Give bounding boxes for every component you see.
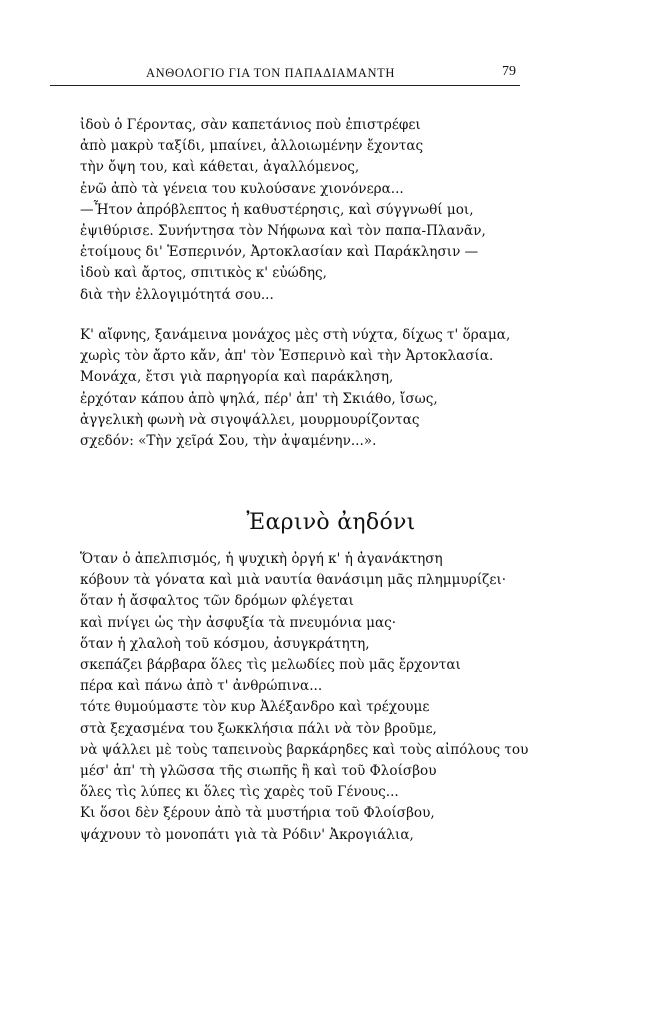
page-header bbox=[50, 64, 520, 84]
header-rule bbox=[50, 85, 520, 86]
poem-line: στὰ ξεχασμένα του ξωκκλήσια πάλι νὰ τὸν βροῦμε, bbox=[80, 720, 437, 737]
poem-stanza-1 bbox=[80, 115, 560, 306]
poem-line: ὅταν ἡ ἄσφαλτος τῶν δρόμων φλέγεται bbox=[80, 593, 354, 610]
poem-line: ἐψιθύρισε. Συνήντησα τὸν Νήφωνα καὶ τὸν παπα-Πλανᾶν, bbox=[80, 223, 486, 240]
page-number: 79 bbox=[502, 64, 516, 79]
running-title: ΑΝΘΟΛΟΓΙΟ ΓΙΑ ΤΟΝ ΠΑΠΑΔΙΑΜΑΝΤΗ bbox=[146, 66, 396, 80]
poem-line: σχεδόν: «Τὴν χεῖρά Σου, τὴν ἀψαμένην...». bbox=[80, 433, 377, 450]
poem-line: ὅταν ἡ χλαλοὴ τοῦ κόσμου, ἀσυγκράτητη, bbox=[80, 635, 370, 652]
poem-title: Ἐαρινὸ ἀηδόνι bbox=[246, 510, 416, 535]
poem-line: κόβουν τὰ γόνατα καὶ μιὰ ναυτία θανάσιμη μᾶς πλημμυρίζει· bbox=[80, 572, 507, 589]
poem-line: τὴν ὄψη του, καὶ κάθεται, ἀγαλλόμενος, bbox=[80, 159, 360, 176]
poem-line: καὶ πνίγει ὡς τὴν ἀσφυξία τὰ πνευμόνια μας· bbox=[80, 614, 397, 631]
poem-line: ὅλες τὶς λύπες κι ὅλες τὶς χαρὲς τοῦ Γένους... bbox=[80, 784, 399, 801]
poem-stanza-3 bbox=[80, 549, 560, 846]
poem-line: σκεπάζει βάρβαρα ὅλες τὶς μελωδίες ποὺ μᾶς ἔρχονται bbox=[80, 657, 461, 674]
poem-line: —Ἦτον ἀπρόβλεπτος ἡ καθυστέρησις, καὶ σύγγνωθί μοι, bbox=[80, 201, 474, 218]
poem-line: ἀπὸ μακρὺ ταξίδι, μπαίνει, ἀλλοιωμένην ἔχοντας bbox=[80, 138, 424, 155]
poem-line: μέσ' ἀπ' τὴ γλῶσσα τῆς σιωπῆς ἢ καὶ τοῦ Φλοίσβου bbox=[80, 763, 437, 780]
poem-line: χωρὶς τὸν ἄρτο κἄν, ἀπ' τὸν Ἑσπερινὸ καὶ τὴν Ἀρτοκλασία. bbox=[80, 348, 494, 365]
poem-line: ἐνῶ ἀπὸ τὰ γένεια του κυλούσανε χιονόνερα... bbox=[80, 180, 404, 197]
poem-stanza-2 bbox=[80, 325, 560, 452]
poem-line: διὰ τὴν ἐλλογιμότητά σου... bbox=[80, 286, 274, 303]
poem-line: νὰ ψάλλει μὲ τοὺς ταπεινοὺς βαρκάρηδες καὶ τοὺς αἰπόλους του bbox=[80, 741, 529, 758]
poem-line: Κ' αἴφνης, ξανάμεινα μονάχος μὲς στὴ νύχτα, δίχως τ' ὅραμα, bbox=[80, 327, 511, 343]
poem-line: πέρα καὶ πάνω ἀπὸ τ' ἀνθρώπινα... bbox=[80, 678, 323, 695]
poem-line: Κι ὅσοι δὲν ξέρουν ἀπὸ τὰ μυστήρια τοῦ Φλοίσβου, bbox=[80, 805, 435, 822]
poem-line: Ὅταν ὁ ἀπελπισμός, ἡ ψυχικὴ ὀργή κ' ἡ ἀγανάκτηση bbox=[80, 551, 443, 567]
poem-line: ἀγγελικὴ φωνὴ νὰ σιγοψάλλει, μουρμουρίζοντας bbox=[80, 411, 420, 428]
poem-line: ἰδοὺ ὁ Γέροντας, σὰν καπετάνιος ποὺ ἐπιστρέφει bbox=[80, 117, 421, 133]
poem-line: ἑτοίμους δι' Ἑσπερινόν, Ἀρτοκλασίαν καὶ Παράκλησιν — bbox=[80, 244, 479, 261]
poem-line: Μονάχα, ἔτσι γιὰ παρηγορία καὶ παράκληση, bbox=[80, 369, 394, 386]
poem-line: ἐρχόταν κάπου ἀπὸ ψηλά, πέρ' ἀπ' τὴ Σκιάθο, ἴσως, bbox=[80, 390, 438, 407]
poem-line: ἰδοὺ καὶ ἄρτος, σπιτικὸς κ' εὐώδης, bbox=[80, 265, 327, 282]
poem-line: τότε θυμούμαστε τὸν κυρ Ἀλέξανδρο καὶ τρέχουμε bbox=[80, 699, 430, 716]
poem-line: ψάχνουν τὸ μονοπάτι γιὰ τὰ Ρόδιν' Ἀκρογιάλια, bbox=[80, 826, 414, 843]
